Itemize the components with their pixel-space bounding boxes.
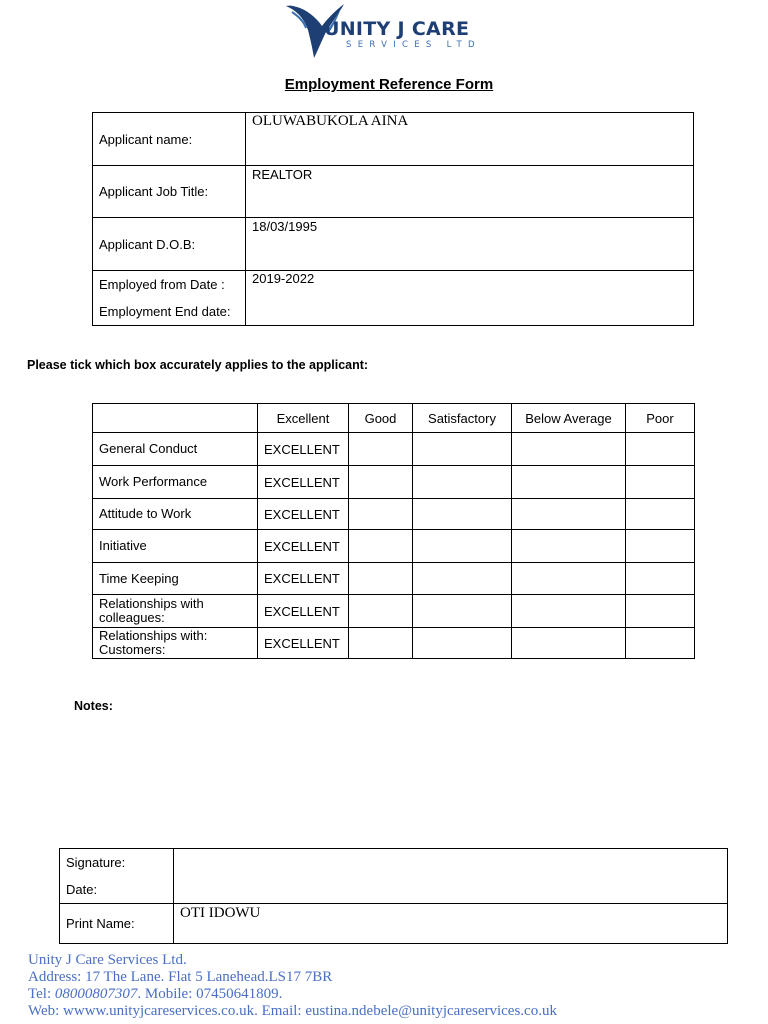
date-label: Date: — [66, 882, 98, 897]
employment-end-label: Employment End date: — [99, 304, 231, 319]
rating-table — [92, 403, 695, 659]
tel-number[interactable]: 08000807307 — [54, 986, 138, 1002]
tel-label: Tel: — [28, 986, 55, 1002]
poor-cell[interactable] — [626, 530, 695, 563]
criterion-label: Work Performance — [93, 466, 258, 499]
below-average-cell[interactable] — [512, 595, 626, 628]
poor-cell[interactable] — [626, 628, 695, 659]
criterion-label: Initiative — [93, 530, 258, 563]
employment-dates-label — [93, 271, 246, 326]
satisfactory-cell[interactable] — [413, 530, 512, 563]
below-average-cell[interactable] — [512, 563, 626, 595]
below-average-cell[interactable] — [512, 466, 626, 499]
footer-company: Unity J Care Services Ltd. — [28, 952, 187, 968]
good-cell[interactable] — [349, 466, 413, 499]
footer-address: Address: 17 The Lane. Flat 5 Lanehead.LS17 7BR — [28, 969, 333, 985]
poor-cell[interactable] — [626, 466, 695, 499]
satisfactory-cell[interactable] — [413, 595, 512, 628]
applicant-dob-label: Applicant D.O.B: — [93, 218, 246, 271]
logo-subtitle: SERVICES LTD — [346, 40, 481, 50]
instruction-text: Please tick which box accurately applies to the applicant: — [27, 358, 369, 372]
below-average-cell[interactable] — [512, 628, 626, 659]
good-cell[interactable] — [349, 433, 413, 466]
signature-field[interactable] — [174, 849, 728, 904]
signature-label: Signature: — [66, 855, 126, 870]
good-cell[interactable] — [349, 628, 413, 659]
excellent-cell[interactable]: EXCELLENT — [258, 628, 349, 659]
satisfactory-cell[interactable] — [413, 563, 512, 595]
criterion-label: Relationships with: Customers: — [93, 628, 258, 659]
footer — [28, 952, 557, 1020]
criterion-label: Time Keeping — [93, 563, 258, 595]
column-excellent: Excellent — [258, 404, 349, 433]
excellent-cell[interactable]: EXCELLENT — [258, 466, 349, 499]
logo-name: UNITY J CARE — [324, 18, 470, 40]
satisfactory-cell[interactable] — [413, 628, 512, 659]
rating-row — [93, 433, 695, 466]
signature-date-label — [60, 849, 174, 904]
rating-row — [93, 499, 695, 530]
applicant-name-value[interactable]: OLUWABUKOLA AINA — [246, 113, 694, 166]
good-cell[interactable] — [349, 499, 413, 530]
rating-row — [93, 628, 695, 659]
poor-cell[interactable] — [626, 433, 695, 466]
good-cell[interactable] — [349, 530, 413, 563]
excellent-cell[interactable]: EXCELLENT — [258, 595, 349, 628]
criterion-label: General Conduct — [93, 433, 258, 466]
rating-row — [93, 595, 695, 628]
below-average-cell[interactable] — [512, 433, 626, 466]
excellent-cell[interactable]: EXCELLENT — [258, 563, 349, 595]
column-satisfactory: Satisfactory — [413, 404, 512, 433]
applicant-dob-value[interactable]: 18/03/1995 — [246, 218, 694, 271]
excellent-cell[interactable]: EXCELLENT — [258, 530, 349, 563]
excellent-cell[interactable]: EXCELLENT — [258, 499, 349, 530]
employed-from-label: Employed from Date : — [99, 277, 225, 292]
print-name-label: Print Name: — [60, 904, 174, 944]
applicant-info-table — [92, 112, 694, 326]
criterion-label: Relationships with colleagues: — [93, 595, 258, 628]
applicant-job-label: Applicant Job Title: — [93, 166, 246, 218]
mobile-number: . Mobile: 07450641809. — [137, 986, 283, 1002]
column-poor: Poor — [626, 404, 695, 433]
below-average-cell[interactable] — [512, 499, 626, 530]
rating-header-blank — [93, 404, 258, 433]
signature-table — [59, 848, 728, 944]
applicant-job-value[interactable]: REALTOR — [246, 166, 694, 218]
rating-row — [93, 563, 695, 595]
excellent-cell[interactable]: EXCELLENT — [258, 433, 349, 466]
satisfactory-cell[interactable] — [413, 499, 512, 530]
rating-row — [93, 466, 695, 499]
criterion-label: Attitude to Work — [93, 499, 258, 530]
poor-cell[interactable] — [626, 595, 695, 628]
footer-web-email[interactable]: Web: wwww.unityjcareservices.co.uk. Email: eustina.ndebele@unityjcareservices.co.uk — [28, 1003, 557, 1019]
employment-period-value[interactable]: 2019-2022 — [246, 271, 694, 326]
good-cell[interactable] — [349, 595, 413, 628]
form-title: Employment Reference Form — [284, 76, 494, 93]
print-name-value[interactable]: OTI IDOWU — [174, 904, 728, 944]
applicant-name-label: Applicant name: — [93, 113, 246, 166]
satisfactory-cell[interactable] — [413, 433, 512, 466]
good-cell[interactable] — [349, 563, 413, 595]
column-good: Good — [349, 404, 413, 433]
company-logo — [282, 0, 492, 62]
poor-cell[interactable] — [626, 499, 695, 530]
footer-phone — [28, 986, 557, 1003]
notes-label: Notes: — [74, 699, 113, 713]
rating-row — [93, 530, 695, 563]
satisfactory-cell[interactable] — [413, 466, 512, 499]
poor-cell[interactable] — [626, 563, 695, 595]
column-below-average: Below Average — [512, 404, 626, 433]
below-average-cell[interactable] — [512, 530, 626, 563]
